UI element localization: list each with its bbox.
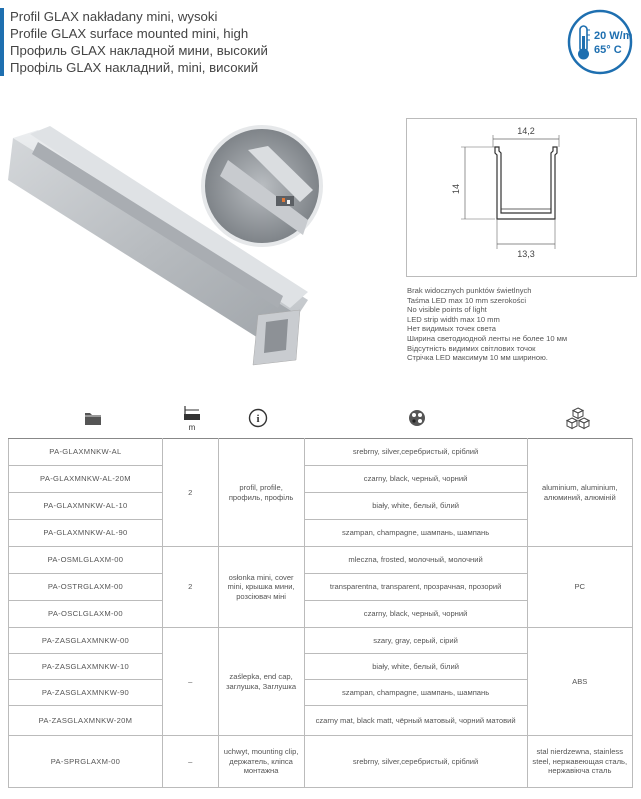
dim-top-width: 14,2 xyxy=(517,126,535,136)
temperature-power-badge xyxy=(566,8,634,76)
description-cell: zaślepka, end cap, заглушка, Заглушка xyxy=(218,628,304,736)
feature-item: Нет видимых точек света xyxy=(407,324,496,334)
table-row xyxy=(9,628,633,654)
dim-bottom-width: 13,3 xyxy=(517,249,535,259)
feature-item: Taśma LED max 10 mm szerokości xyxy=(407,295,527,305)
dim-height: 14 xyxy=(451,183,461,195)
color-palette-icon xyxy=(407,408,427,428)
badge-power: 20 W/m xyxy=(594,30,633,42)
color-cell: transparentna, transparent, прозрачная, прозорий xyxy=(304,574,527,601)
color-cell: szampan, champagne, шампань, шампань xyxy=(304,680,527,706)
material-cell: PC xyxy=(527,547,632,628)
title-accent-bar xyxy=(0,8,4,76)
description-cell: osłonka mini, cover mini, крышка мини, розсіювач міні xyxy=(218,547,304,628)
material-cubes-icon xyxy=(565,406,591,430)
color-cell: czarny mat, black matt, чёрный матовый, чорний матовий xyxy=(304,706,527,736)
color-cell: srebrny, silver,серебристый, сріблий xyxy=(304,439,527,466)
table-row xyxy=(9,736,633,788)
product-spec-table xyxy=(8,438,633,788)
product-code: PA-GLAXMNKW-AL xyxy=(9,439,163,466)
title-pl: Profil GLAX nakładany mini, wysoki xyxy=(10,9,218,24)
description-cell: uchwyt, mounting clip, держатель, кліпса монтажна xyxy=(218,736,304,788)
color-cell: szary, gray, серый, сірий xyxy=(304,628,527,654)
feature-item: Стрічка LED максимум 10 мм шириною. xyxy=(407,353,548,363)
color-cell: czarny, black, черный, чорний xyxy=(304,601,527,628)
product-code: PA-GLAXMNKW-AL-10 xyxy=(9,493,163,520)
table-row xyxy=(9,547,633,574)
material-cell: aluminium, aluminium, алюминий, алюміній xyxy=(527,439,632,547)
length-m-icon xyxy=(182,404,202,432)
product-image xyxy=(8,110,328,378)
badge-temperature: 65° C xyxy=(594,44,622,56)
product-code: PA-OSCLGLAXM-00 xyxy=(9,601,163,628)
material-cell: ABS xyxy=(527,628,632,736)
svg-text:m: m xyxy=(188,423,196,432)
product-code: PA-ZASGLAXMNKW-00 xyxy=(9,628,163,654)
title-block xyxy=(10,8,268,76)
product-code: PA-SPRGLAXM-00 xyxy=(9,736,163,788)
product-code: PA-ZASGLAXMNKW-10 xyxy=(9,654,163,680)
feature-item: LED strip width max 10 mm xyxy=(407,314,500,324)
product-code: PA-ZASGLAXMNKW-90 xyxy=(9,680,163,706)
feature-item: No visible points of light xyxy=(407,305,487,315)
title-ua: Профіль GLAX накладний, mini, високий xyxy=(10,60,259,75)
product-code: PA-ZASGLAXMNKW-20M xyxy=(9,706,163,736)
svg-text:i: i xyxy=(256,413,260,425)
color-cell: biały, white, белый, білий xyxy=(304,654,527,680)
quantity-cell: – xyxy=(162,736,218,788)
color-cell: srebrny, silver,серебристый, сріблий xyxy=(304,736,527,788)
table-header-icons xyxy=(0,404,641,434)
table-row xyxy=(9,439,633,466)
product-code: PA-OSMLGLAXM-00 xyxy=(9,547,163,574)
feature-item: Відсутність видимих світлових точок xyxy=(407,343,536,353)
color-cell: czarny, black, черный, чорний xyxy=(304,466,527,493)
feature-item: Ширина светодиодной ленты не более 10 мм xyxy=(407,333,568,343)
description-cell: profil, profile, профиль, профіль xyxy=(218,439,304,547)
folder-icon xyxy=(84,410,102,426)
product-code: PA-GLAXMNKW-AL-90 xyxy=(9,520,163,547)
product-code: PA-GLAXMNKW-AL-20M xyxy=(9,466,163,493)
color-cell: szampan, champagne, шампань, шампань xyxy=(304,520,527,547)
quantity-cell: 2 xyxy=(162,547,218,628)
material-cell: stal nierdzewna, stainless steel, нержавеющая сталь, нержавіюча сталь xyxy=(527,736,632,788)
product-code: PA-OSTRGLAXM-00 xyxy=(9,574,163,601)
title-ru: Профиль GLAX накладной мини, высокий xyxy=(10,43,268,58)
title-en: Profile GLAX surface mounted mini, high xyxy=(10,26,249,41)
quantity-cell: 2 xyxy=(162,439,218,547)
feature-list xyxy=(407,286,567,363)
info-icon xyxy=(248,408,268,428)
color-cell: mleczna, frosted, молочный, молочний xyxy=(304,547,527,574)
color-cell: biały, white, белый, білий xyxy=(304,493,527,520)
cross-section-drawing xyxy=(406,118,637,277)
quantity-cell: – xyxy=(162,628,218,736)
feature-item: Brak widocznych punktów świetlnych xyxy=(407,286,532,295)
